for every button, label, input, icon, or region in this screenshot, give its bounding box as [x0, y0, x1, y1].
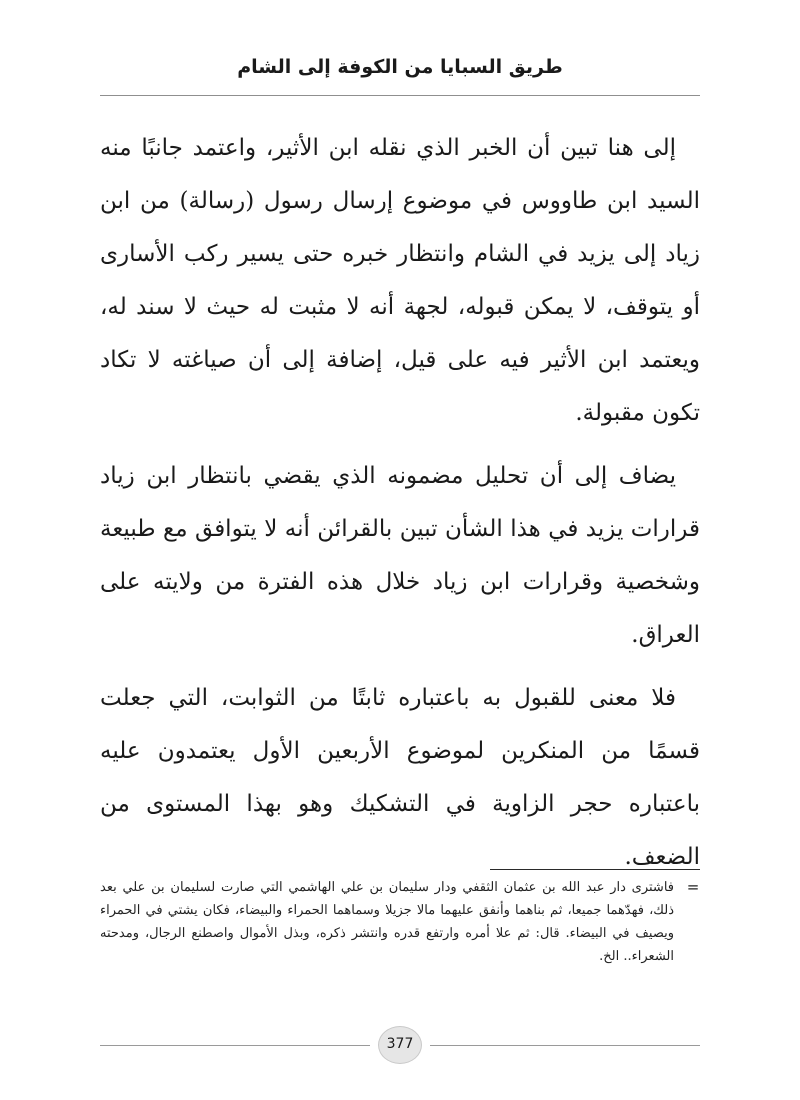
page-footer: [100, 1024, 700, 1068]
footnote-divider: [490, 869, 700, 870]
footnote-continuation-marker: =: [686, 878, 700, 896]
main-text: [100, 122, 700, 894]
footer-rule-right: [430, 1045, 700, 1046]
footnote-text: فاشترى دار عبد الله بن عثمان الثقفي ودار سليمان بن علي الهاشمي التي صارت لسليمان بن علي بعد ذلك، فهدّهما جميعا، ثم بناهما وأنفق عليهما مالا جزيلا وسماهما الحمراء والبيضاء، فكان يشتي في الحمراء ويصيف في البيضاء. قال: ثم علا أمره وارتفع قدره وانتشر ذكره، وبذل الأموال واصطنع الرجال، ومدحته الشعراء.. الخ.: [100, 880, 674, 964]
paragraph-1: إلى هنا تبين أن الخبر الذي نقله ابن الأثير، واعتمد جانبًا منه السيد ابن طاووس في موضوع إرسال رسول (رسالة) من ابن زياد إلى يزيد في الشام وانتظار خبره حتى يسير ركب الأسارى أو يتوقف، لا يمكن قبوله، لجهة أنه لا مثبت له حيث لا سند له، ويعتمد ابن الأثير فيه على قيل، إضافة إلى أن صياغته لا تكاد تكون مقبولة.: [100, 135, 700, 426]
header-divider: [100, 95, 700, 96]
footer-rule-left: [100, 1045, 370, 1046]
paragraph-2: يضاف إلى أن تحليل مضمونه الذي يقضي بانتظار ابن زياد قرارات يزيد في هذا الشأن تبين بالقرائن أنه لا يتوافق مع طبيعة وشخصية وقرارات ابن زياد خلال هذه الفترة من ولايته على العراق.: [100, 463, 700, 648]
page-number: 377: [378, 1026, 422, 1064]
paragraph-3: فلا معنى للقبول به باعتباره ثابتًا من الثوابت، التي جعلت قسمًا من المنكرين لموضوع الأربعين الأول يعتمدون عليه باعتباره حجر الزاوية في التشكيك وهو بهذا المستوى من الضعف.: [100, 685, 700, 870]
footnote: [100, 876, 700, 968]
running-header: طريق السبايا من الكوفة إلى الشام: [237, 56, 563, 78]
